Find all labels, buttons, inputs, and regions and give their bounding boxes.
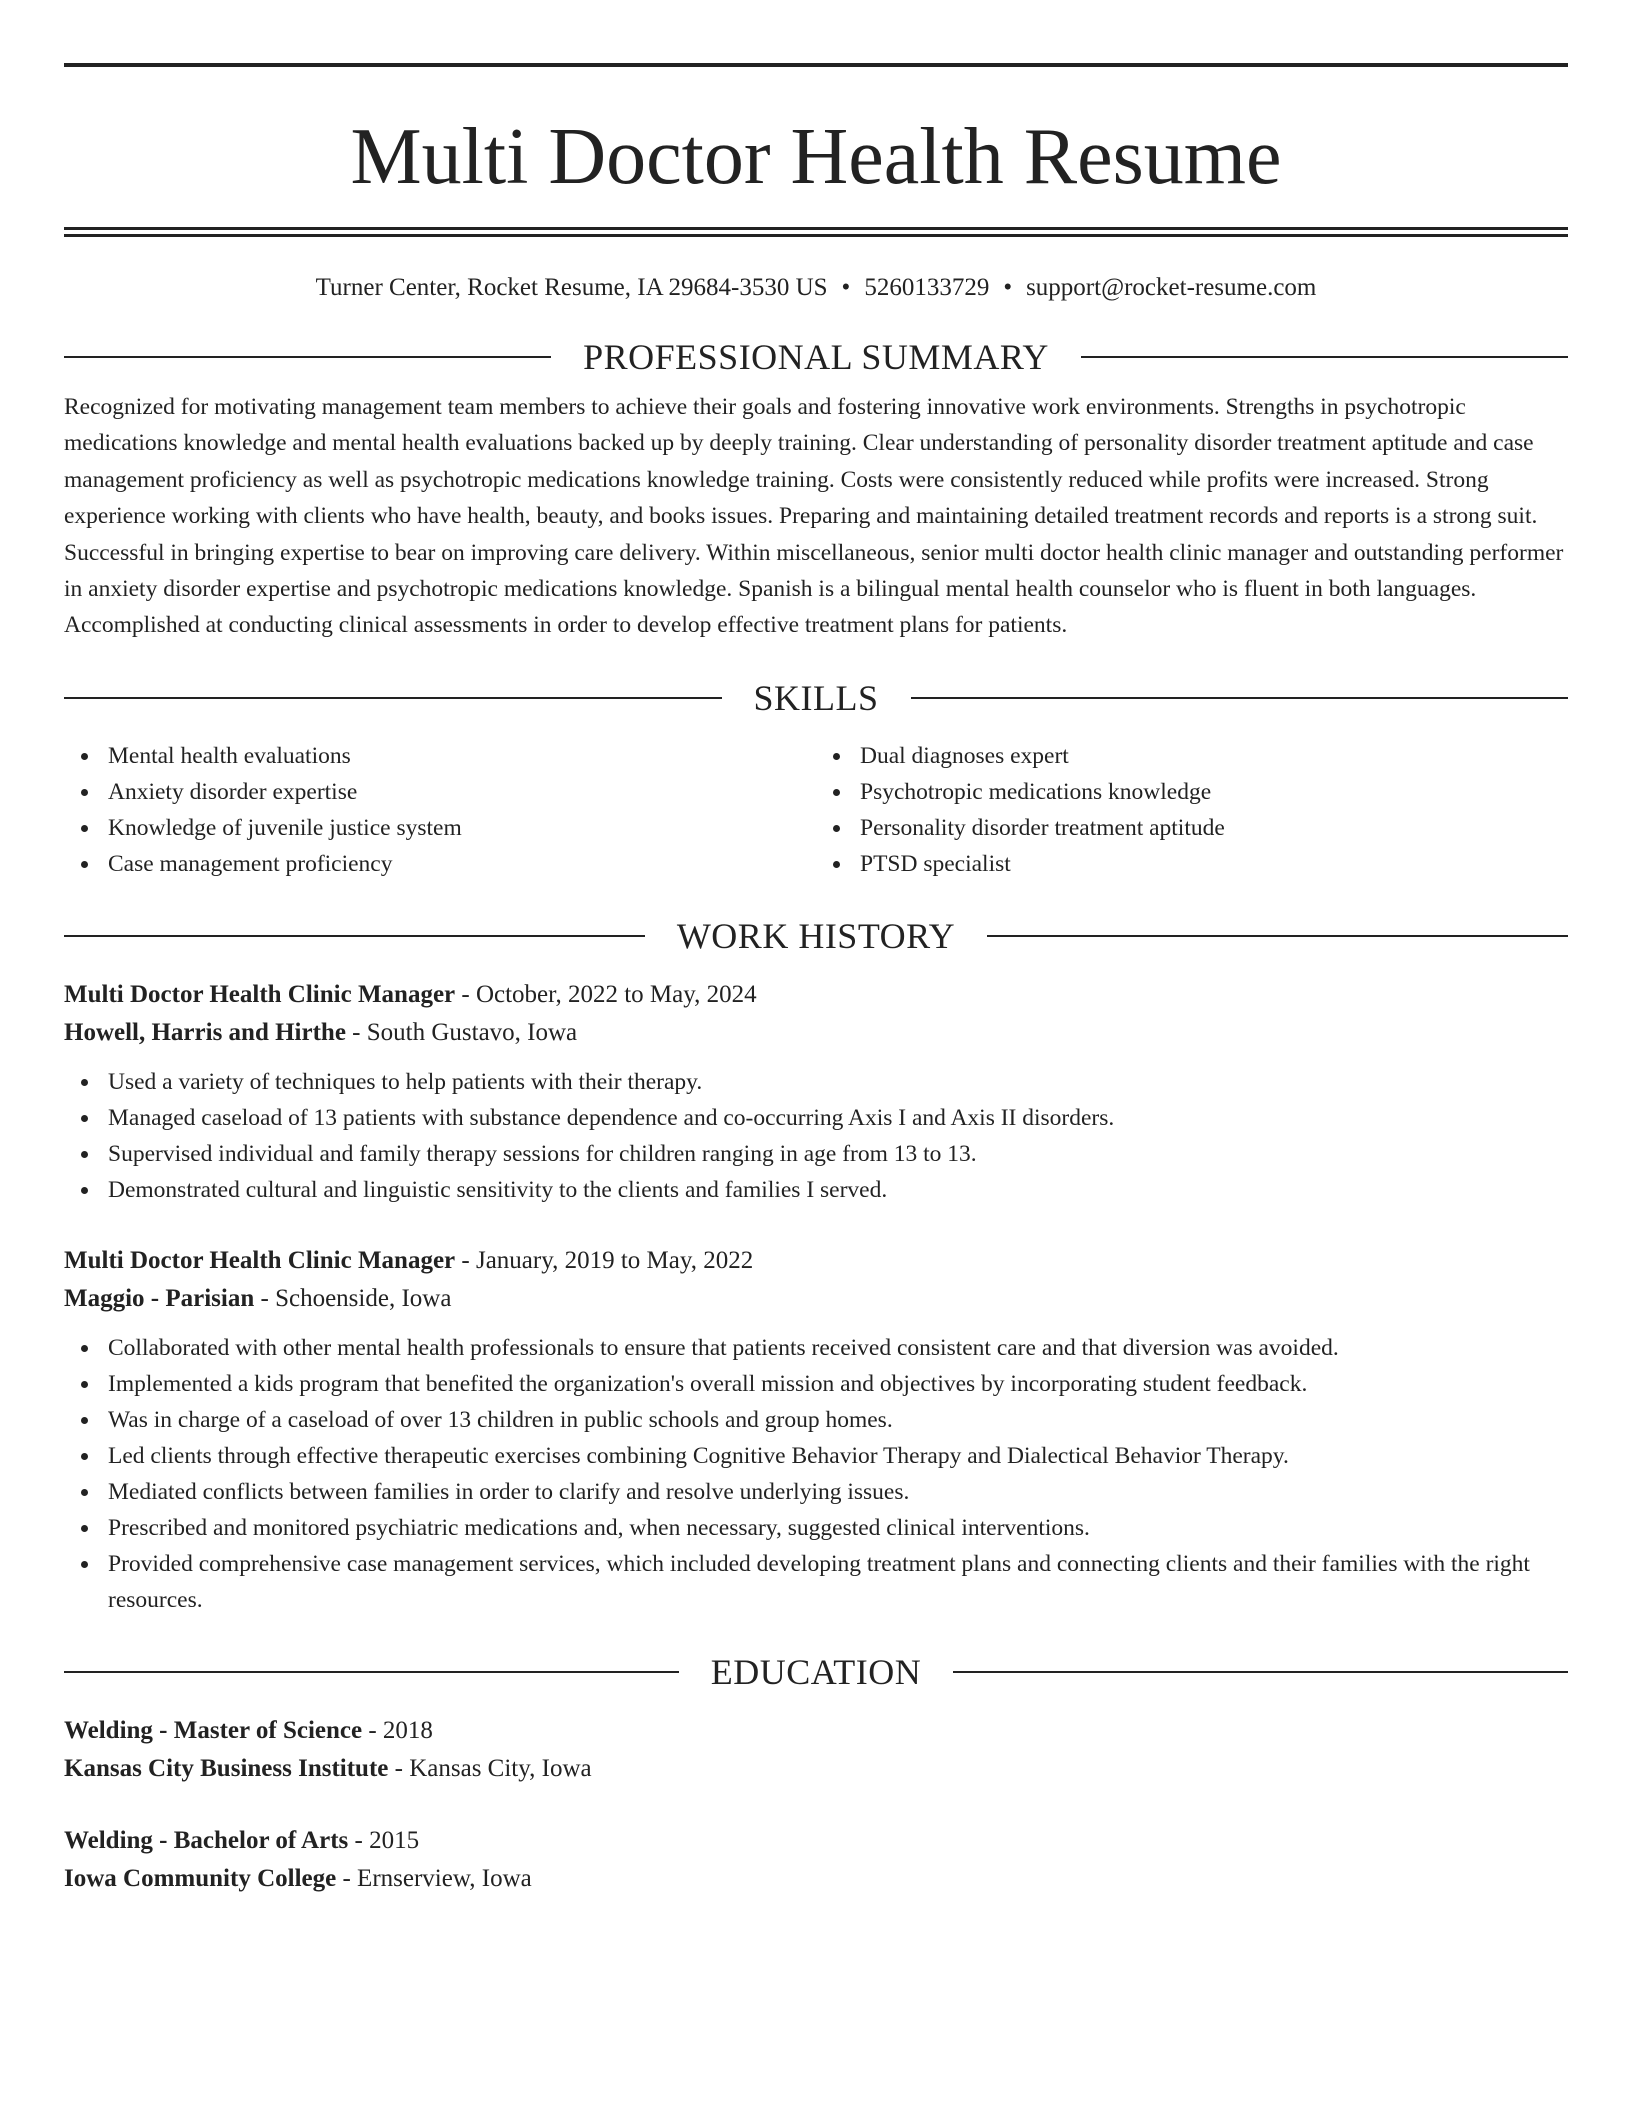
job-company: Maggio - Parisian [64,1284,255,1312]
job-bullet: Implemented a kids program that benefited the organization's overall mission and objectives by incorporating student feedback. [108,1366,1568,1402]
education-entry [64,1712,1568,1788]
contact-separator: • [841,274,851,301]
work-heading [64,916,1568,956]
job-bullet: Mediated conflicts between families in order to clarify and resolve underlying issues. [108,1474,1568,1510]
education-heading [64,1652,1568,1692]
job-bullet: Prescribed and monitored psychiatric medications and, when necessary, suggested clinical interventions. [108,1510,1568,1546]
skill-item: PTSD specialist [860,846,1568,882]
job-bullet: Demonstrated cultural and linguistic sensitivity to the clients and families I served. [108,1172,1568,1208]
job-dates: - January, 2019 to May, 2022 [455,1246,754,1274]
heading-rule-right [953,1671,1568,1673]
job-bullet: Led clients through effective therapeutic exercises combining Cognitive Behavior Therapy and Dialectical Behavior Therapy. [108,1438,1568,1474]
skill-item: Anxiety disorder expertise [108,774,816,810]
work-heading-text: WORK HISTORY [676,915,956,956]
heading-rule-left [64,697,722,699]
skill-item: Psychotropic medications knowledge [860,774,1568,810]
job-location: - Schoenside, Iowa [254,1284,452,1312]
heading-rule-right [1081,356,1568,358]
job-bullet: Used a variety of techniques to help patients with their therapy. [108,1064,1568,1100]
heading-rule-left [64,935,645,937]
education-heading-text: EDUCATION [710,1651,922,1692]
education-location: - Ernserview, Iowa [336,1864,532,1892]
job-location: - South Gustavo, Iowa [345,1018,578,1046]
job-bullet: Supervised individual and family therapy sessions for children ranging in age from 13 to 13. [108,1136,1568,1172]
job-title: Multi Doctor Health Clinic Manager [64,1246,456,1274]
skills-heading [64,678,1568,718]
job-company-line [64,1014,1568,1052]
skill-item: Personality disorder treatment aptitude [860,810,1568,846]
summary-heading [64,337,1568,377]
education-entry [64,1822,1568,1898]
contact-address: Turner Center, Rocket Resume, IA 29684-3530 US [315,274,828,301]
job-entry [64,1242,1568,1618]
summary-text: Recognized for motivating management team members to achieve their goals and fostering innovative work environments. Strengths in psychotropic medications knowledge and mental health evaluations backed up by deeply training. Clear understanding of personality disorder treatment aptitude and case management proficiency as well as psychotropic medications knowledge training. Costs were consistently reduced while profits were increased. Strong experience working with clients who have health, beauty, and books issues. Preparing and maintaining detailed treatment records and reports is a strong suit. Successful in bringing expertise to bear on improving care delivery. Within miscellaneous, senior multi doctor health clinic manager and outstanding performer in anxiety disorder expertise and psychotropic medications knowledge. Spanish is a bilingual mental health counselor who is fluent in both languages. Accomplished at conducting clinical assessments in order to develop effective treatment plans for patients. [64,394,1564,639]
heading-rule-left [64,1671,679,1673]
skill-item: Dual diagnoses expert [860,738,1568,774]
education-school-line [64,1750,1568,1788]
skills-list [64,738,1568,882]
job-title-line [64,976,1568,1014]
job-entry [64,976,1568,1208]
skill-item: Case management proficiency [108,846,816,882]
job-bullets [64,1064,1568,1208]
contact-email: support@rocket-resume.com [1026,274,1317,301]
skills-heading-text: SKILLS [753,677,879,718]
education-degree-line [64,1822,1568,1860]
education-school-line [64,1860,1568,1898]
education-school: Kansas City Business Institute [64,1754,389,1782]
job-title: Multi Doctor Health Clinic Manager [64,980,456,1008]
education-year: - 2015 [348,1826,420,1854]
heading-rule-left [64,356,551,358]
skill-item: Mental health evaluations [108,738,816,774]
education-school: Iowa Community College [64,1864,337,1892]
job-bullet: Provided comprehensive case management services, which included developing treatment plans and connecting clients and their families with the right resources. [108,1546,1568,1618]
job-title-line [64,1242,1568,1280]
job-bullet: Managed caseload of 13 patients with substance dependence and co-occurring Axis I and Axis II disorders. [108,1100,1568,1136]
job-bullet: Was in charge of a caseload of over 13 children in public schools and group homes. [108,1402,1568,1438]
heading-rule-right [911,697,1569,699]
top-rule [64,63,1568,67]
job-bullet: Collaborated with other mental health professionals to ensure that patients received consistent care and that diversion was avoided. [108,1330,1568,1366]
skills-column-left [64,738,816,882]
skill-item: Knowledge of juvenile justice system [108,810,816,846]
skills-column-right [816,738,1568,882]
job-dates: - October, 2022 to May, 2024 [455,980,757,1008]
job-company-line [64,1280,1568,1318]
summary-heading-text: PROFESSIONAL SUMMARY [583,337,1049,377]
title-double-rule [64,227,1568,237]
contact-line [64,273,1568,303]
education-degree: Welding - Master of Science [64,1716,363,1744]
job-company: Howell, Harris and Hirthe [64,1018,346,1046]
contact-separator: • [1003,274,1013,301]
education-year: - 2018 [362,1716,433,1744]
education-degree: Welding - Bachelor of Arts [64,1826,349,1854]
education-degree-line [64,1712,1568,1750]
education-location: - Kansas City, Iowa [388,1754,592,1782]
resume-title: Multi Doctor Health Resume [350,113,1282,201]
job-bullets [64,1330,1568,1618]
contact-phone: 5260133729 [864,274,990,301]
heading-rule-right [987,935,1568,937]
